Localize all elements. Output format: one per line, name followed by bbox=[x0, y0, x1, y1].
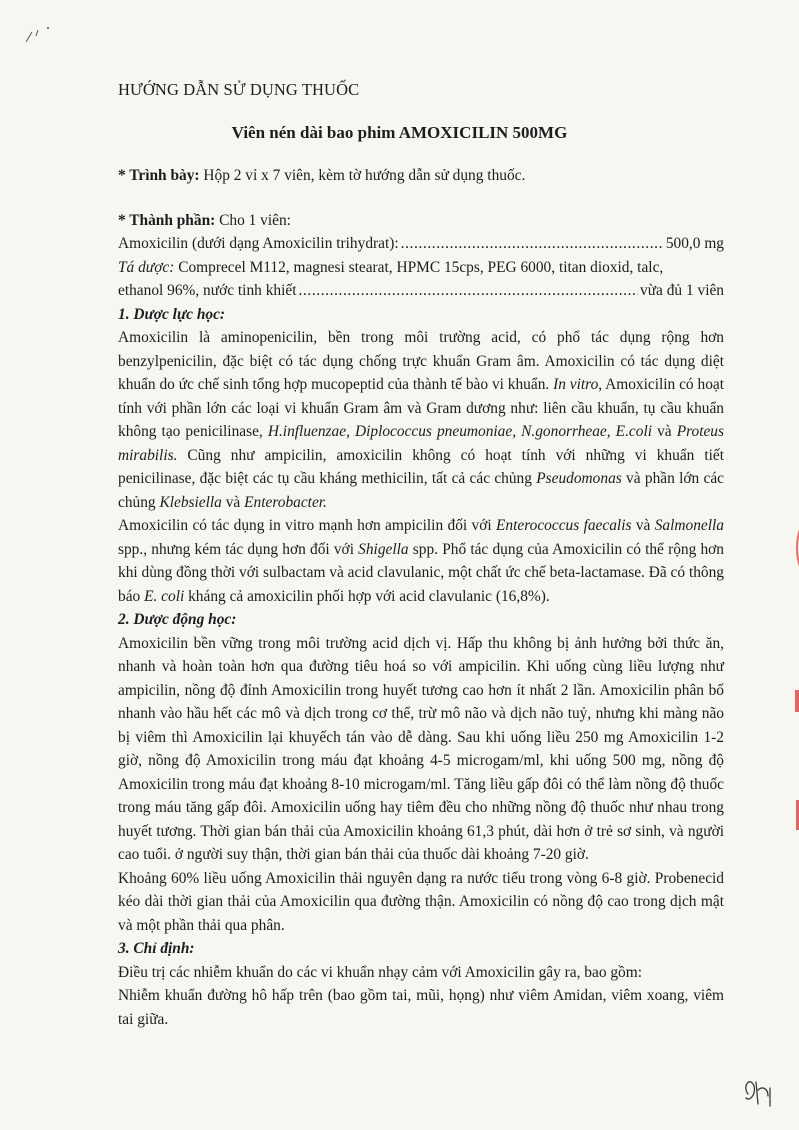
excipient-label: Tá dược: bbox=[118, 258, 175, 276]
text-run: , Amoxicilin có hoạt tính với phần lớn các loại vi khuẩn Gram âm và Gram dương như: liên cầu khuẩn, tụ cầu khuẩn không tạo penicilinase, bbox=[118, 376, 724, 440]
text-run: E. coli bbox=[144, 587, 185, 605]
text-run: Salmonella bbox=[654, 517, 724, 534]
section-heading-pharmacokinetics: 2. Dược động học: bbox=[118, 611, 237, 628]
composition-text: Cho 1 viên: bbox=[215, 211, 291, 229]
text-run: Amoxicilin là aminopenicilin, bền trong môi trường acid, có phổ tác dụng rộng hơn benzylpenicilin, đặc biệt có tác dụng chống trực khuẩn Gram âm. Amoxicilin có tác dụng diệt khuẩn do ức chế sinh tổng hợp mucopeptid của thành tế bào vi khuẩn. bbox=[118, 329, 724, 393]
excipient-line bbox=[118, 256, 724, 280]
presentation-line bbox=[118, 164, 724, 188]
pharmacodynamics-paragraph-2 bbox=[118, 514, 724, 608]
scan-mark bbox=[18, 20, 58, 50]
pharmacokinetics-paragraph-1: Amoxicilin bền vững trong môi trường acid dịch vị. Hấp thu không bị ảnh hưởng bởi thức ăn, nhanh và hoàn toàn hơn qua đường tiêu hoá so với ampicilin. Khi uống cùng liều lượng như ampicilin, nồng độ đỉnh Amoxicilin trong huyết tương cao hơn ít nhất 2 lần. Amoxicilin phân bố nhanh vào hầu hết các mô và dịch trong cơ thể, trừ mô não và dịch não tuỷ, nhưng khi màng não bị viêm thì Amoxicilin lại khuyếch tán vào dễ dàng. Sau khi uống liều 250 mg Amoxicilin 1-2 giờ, nồng độ Amoxicilin trong máu đạt khoảng 4-5 microgam/ml, khi uống 500 mg, nồng độ Amoxicilin trong máu đạt khoảng 8-10 microgam/ml. Tăng liều gấp đôi có thể làm nồng độ thuốc trong máu tăng gấp đôi. Amoxicilin uống hay tiêm đều cho những nồng độ thuốc như nhau trong huyết tương. Thời gian bán thải của Amoxicilin khoảng 61,3 phút, dài hơn ở trẻ sơ sinh, và người cao tuổi. ở người suy thận, thời gian bán thải của thuốc dài khoảng 7-20 giờ. bbox=[118, 634, 724, 863]
text-run: spp. Phổ tác dụng của Amoxicilin có thể rộng hơn khi dùng đồng thời với sulbactam và acid clavulanic, một chất ức chế beta-lactamase. Đã có thông báo bbox=[118, 540, 724, 605]
text-run: Enterococcus faecalis bbox=[496, 517, 632, 534]
document-header: HƯỚNG DẪN SỬ DỤNG THUỐC bbox=[118, 80, 360, 99]
text-run: H.influenzae, Diplococcus pneumoniae, N.gonorrheae, E.coli bbox=[267, 423, 653, 440]
dot-leader bbox=[401, 232, 664, 256]
section-heading-indications: 3. Chỉ định: bbox=[118, 940, 195, 957]
text-run: Amoxicilin có tác dụng in vitro mạnh hơn ampicilin đối với bbox=[118, 517, 497, 534]
handwritten-initials-icon bbox=[738, 1072, 782, 1112]
text-run: spp., nhưng kém tác dụng hơn đối với bbox=[118, 540, 359, 558]
text-run: Proteus mirabilis. bbox=[118, 423, 724, 464]
composition-label: * Thành phần: bbox=[118, 211, 216, 229]
text-run: Enterobacter. bbox=[244, 493, 327, 511]
excipient-amount: vừa đủ 1 viên bbox=[640, 282, 724, 299]
excipient-row bbox=[118, 279, 724, 303]
text-run: Shigella bbox=[358, 540, 409, 558]
text-run: In vitro bbox=[553, 376, 599, 393]
text-run: Cũng như ampicilin, amoxicilin không có hoạt tính với những vi khuẩn tiết penicilinase, đặc biệt các tụ cầu kháng methicilin, tất cả các chủng bbox=[118, 446, 724, 487]
excipient-line2: ethanol 96%, nước tinh khiết bbox=[118, 282, 297, 299]
indications-paragraph-2: Nhiễm khuẩn đường hô hấp trên (bao gồm tai, mũi, họng) như viêm Amidan, viêm xoang, viêm tai giữa. bbox=[118, 987, 724, 1028]
active-ingredient-name: Amoxicilin (dưới dạng Amoxicilin trihydrat): bbox=[118, 235, 399, 252]
document-body bbox=[118, 164, 724, 1031]
pharmacokinetics-paragraph-2: Khoảng 60% liều uống Amoxicilin thải nguyên dạng ra nước tiểu trong vòng 6-8 giờ. Probenecid kéo dài thời gian thải của Amoxicilin qua đường thận. Amoxicilin có nồng độ cao trong dịch mật và một phần thải qua phân. bbox=[118, 869, 724, 934]
stamp-seal-icon bbox=[755, 478, 799, 618]
presentation-label: * Trình bày: bbox=[118, 167, 200, 184]
indications-paragraph-1: Điều trị các nhiễm khuẩn do các vi khuẩn nhạy cảm với Amoxicilin gây ra, bao gồm: bbox=[118, 963, 643, 981]
text-run: Pseudomonas bbox=[536, 470, 622, 487]
text-run: kháng cả amoxicilin phối hợp với acid clavulanic (16,8%). bbox=[184, 587, 550, 605]
active-ingredient-amount: 500,0 mg bbox=[665, 235, 724, 252]
text-run: Klebsiella bbox=[159, 493, 222, 511]
text-run: và phần lớn các chủng bbox=[118, 470, 725, 511]
presentation-text: Hộp 2 vỉ x 7 viên, kèm tờ hướng dẫn sử dụng thuốc. bbox=[199, 167, 526, 184]
red-edge-mark bbox=[795, 690, 799, 712]
document-title: Viên nén dài bao phim AMOXICILIN 500MG bbox=[231, 123, 568, 142]
composition-line bbox=[118, 209, 724, 233]
text-run: và bbox=[631, 517, 655, 534]
text-run: và bbox=[652, 423, 677, 440]
text-run: và bbox=[221, 493, 245, 511]
section-heading-pharmacodynamics: 1. Dược lực học: bbox=[118, 305, 226, 323]
active-ingredient-row bbox=[118, 232, 724, 256]
pharmacodynamics-paragraph-1 bbox=[118, 326, 724, 514]
excipient-text: Comprecel M112, magnesi stearat, HPMC 15cps, PEG 6000, titan dioxid, talc, bbox=[174, 258, 664, 276]
dot-leader bbox=[298, 279, 638, 303]
